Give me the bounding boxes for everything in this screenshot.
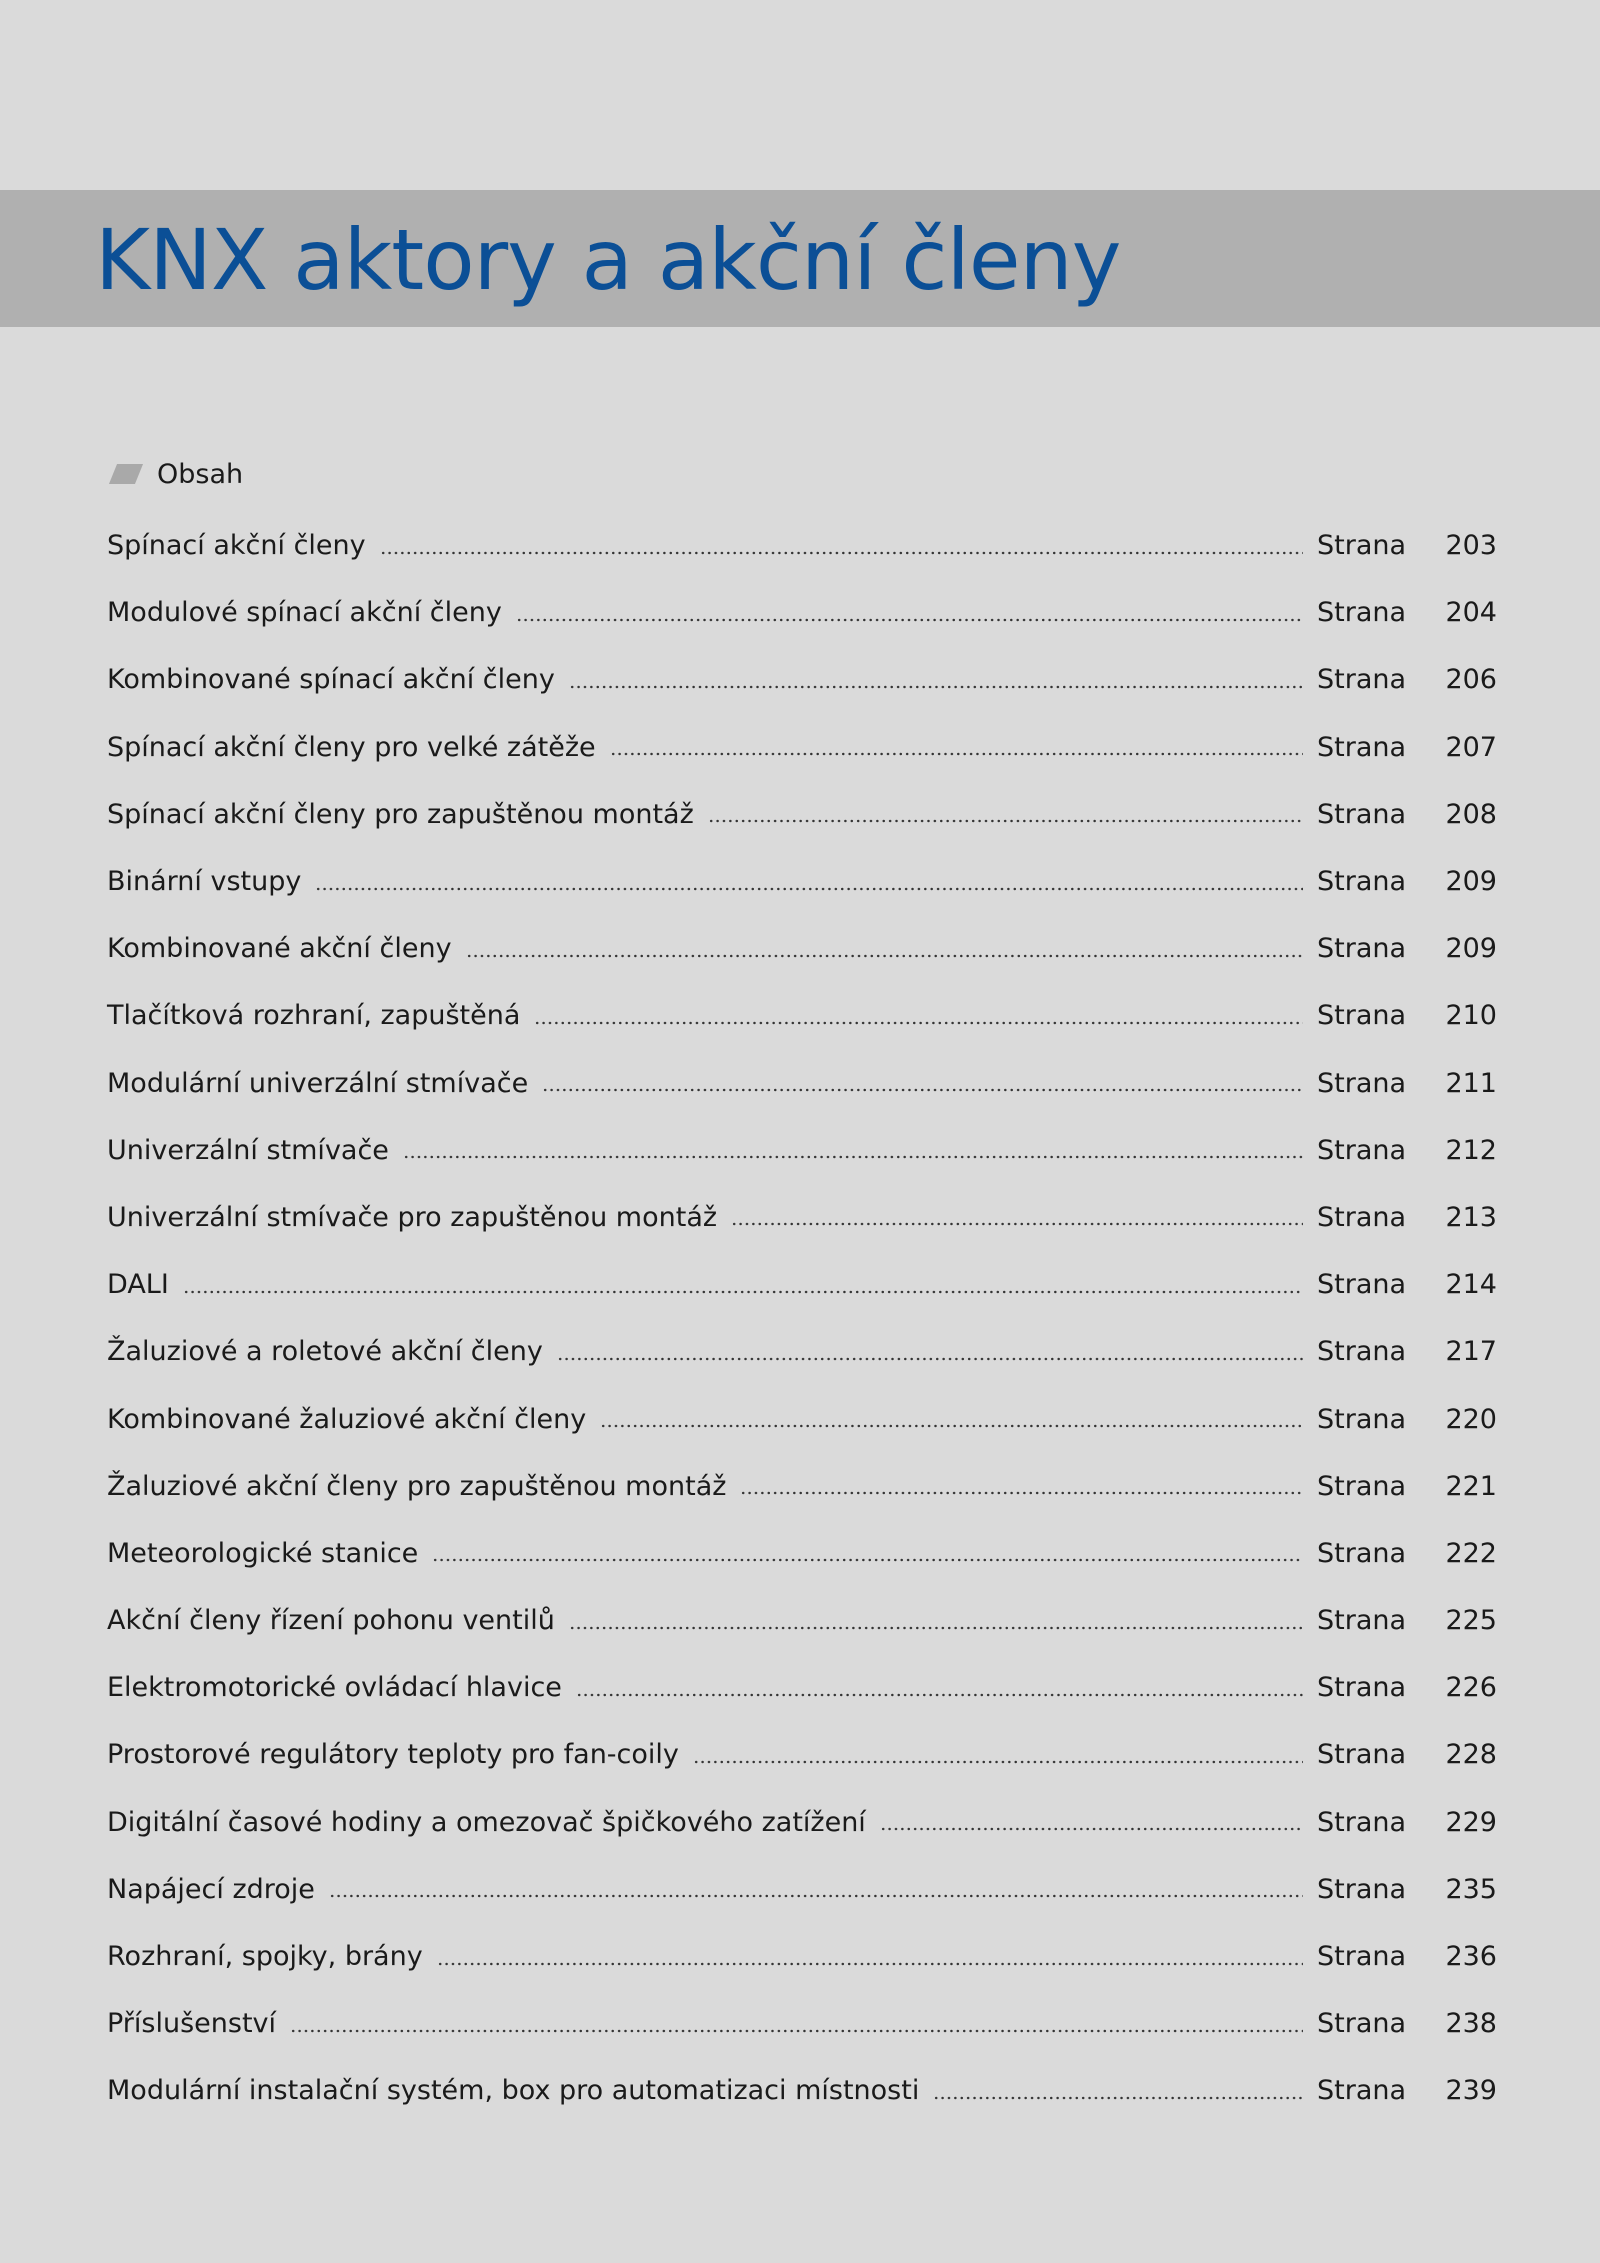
toc-entry[interactable] <box>107 1721 1497 1788</box>
dot-leader <box>576 1693 1303 1697</box>
toc-entry-page-number: 212 <box>1445 1134 1497 1166</box>
toc-entry-page-number: 238 <box>1445 2008 1497 2040</box>
dot-leader <box>933 2096 1303 2100</box>
toc-entry-page-label: Strana <box>1317 1201 1407 1233</box>
toc-entry-title: Rozhraní, spojky, brány <box>107 1941 423 1973</box>
toc-entry-title: Univerzální stmívače <box>107 1134 389 1166</box>
toc-entry-page-label: Strana <box>1317 866 1407 898</box>
toc-entry[interactable] <box>107 1117 1497 1184</box>
toc-entry-page-label: Strana <box>1317 2008 1407 2040</box>
toc-entry-page-number: 204 <box>1445 597 1497 629</box>
toc-entry-page-number: 209 <box>1445 933 1497 965</box>
toc-entry[interactable] <box>107 2057 1497 2124</box>
toc-entry-page-label: Strana <box>1317 530 1407 562</box>
toc-entry[interactable] <box>107 646 1497 713</box>
toc-entry-page-number: 213 <box>1445 1201 1497 1233</box>
toc-entry-page-label: Strana <box>1317 933 1407 965</box>
dot-leader <box>731 1222 1303 1226</box>
toc-entry-page-label: Strana <box>1317 664 1407 696</box>
dot-leader <box>610 752 1303 756</box>
toc-entry-page-number: 211 <box>1445 1067 1497 1099</box>
toc-entry-title: Tlačítková rozhraní, zapuštěná <box>107 1000 521 1032</box>
toc-entry[interactable] <box>107 982 1497 1049</box>
toc-entry[interactable] <box>107 1050 1497 1117</box>
toc-entry-page-label: Strana <box>1317 1537 1407 1569</box>
dot-leader <box>569 685 1303 689</box>
toc-entry[interactable] <box>107 1856 1497 1923</box>
table-of-contents <box>107 512 1497 2125</box>
toc-entry-title: Modulové spínací akční členy <box>107 597 502 629</box>
toc-entry-page-label: Strana <box>1317 1672 1407 1704</box>
section-marker-icon <box>109 464 143 484</box>
toc-entry-page-number: 208 <box>1445 798 1497 830</box>
toc-entry-title: Příslušenství <box>107 2008 277 2040</box>
toc-entry-page-number: 236 <box>1445 1941 1497 1973</box>
toc-entry-page-label: Strana <box>1317 1134 1407 1166</box>
dot-leader <box>740 1491 1303 1495</box>
toc-entry-title: DALI <box>107 1269 169 1301</box>
toc-entry-title: Meteorologické stanice <box>107 1537 419 1569</box>
toc-entry[interactable] <box>107 1385 1497 1452</box>
toc-entry-title: Kombinované akční členy <box>107 933 452 965</box>
toc-entry[interactable] <box>107 1453 1497 1520</box>
toc-entry-page-number: 221 <box>1445 1470 1497 1502</box>
dot-leader <box>534 1021 1303 1025</box>
toc-entry-page-number: 228 <box>1445 1739 1497 1771</box>
toc-entry-page-label: Strana <box>1317 2075 1407 2107</box>
toc-entry[interactable] <box>107 1990 1497 2057</box>
dot-leader <box>437 1962 1303 1966</box>
toc-entry-title: Napájecí zdroje <box>107 1873 315 1905</box>
toc-entry[interactable] <box>107 1923 1497 1990</box>
toc-entry[interactable] <box>107 1789 1497 1856</box>
toc-entry-page-label: Strana <box>1317 1470 1407 1502</box>
toc-entry-page-label: Strana <box>1317 1806 1407 1838</box>
toc-entry-title: Žaluziové a roletové akční členy <box>107 1336 543 1368</box>
toc-entry-page-number: 206 <box>1445 664 1497 696</box>
toc-entry-title: Binární vstupy <box>107 866 302 898</box>
toc-entry-page-number: 209 <box>1445 866 1497 898</box>
toc-entry[interactable] <box>107 915 1497 982</box>
toc-entry[interactable] <box>107 848 1497 915</box>
toc-entry-page-number: 207 <box>1445 731 1497 763</box>
page-title: KNX aktory a akční členy <box>95 211 1121 309</box>
toc-entry-page-number: 226 <box>1445 1672 1497 1704</box>
toc-entry-page-label: Strana <box>1317 798 1407 830</box>
dot-leader <box>600 1424 1303 1428</box>
toc-entry-title: Žaluziové akční členy pro zapuštěnou montáž <box>107 1470 727 1502</box>
toc-entry-title: Univerzální stmívače pro zapuštěnou montáž <box>107 1201 718 1233</box>
dot-leader <box>315 887 1303 891</box>
toc-entry-page-number: 239 <box>1445 2075 1497 2107</box>
dot-leader <box>708 819 1303 823</box>
toc-entry-page-label: Strana <box>1317 1941 1407 1973</box>
toc-entry-page-label: Strana <box>1317 1336 1407 1368</box>
dot-leader <box>693 1760 1303 1764</box>
toc-entry[interactable] <box>107 714 1497 781</box>
toc-entry-title: Digitální časové hodiny a omezovač špičkového zatížení <box>107 1806 866 1838</box>
toc-entry-title: Kombinované žaluziové akční členy <box>107 1403 587 1435</box>
toc-entry-page-label: Strana <box>1317 1067 1407 1099</box>
toc-entry-title: Spínací akční členy <box>107 530 366 562</box>
toc-entry-title: Modulární univerzální stmívače <box>107 1067 529 1099</box>
dot-leader <box>403 1155 1303 1159</box>
toc-entry-page-number: 235 <box>1445 1873 1497 1905</box>
toc-entry-page-number: 229 <box>1445 1806 1497 1838</box>
dot-leader <box>569 1626 1303 1630</box>
toc-entry-title: Modulární instalační systém, box pro automatizaci místnosti <box>107 2075 920 2107</box>
toc-entry-title: Spínací akční členy pro velké zátěže <box>107 731 596 763</box>
dot-leader <box>557 1357 1303 1361</box>
toc-entry-page-label: Strana <box>1317 1739 1407 1771</box>
contents-heading-label: Obsah <box>157 458 244 490</box>
toc-entry[interactable] <box>107 1587 1497 1654</box>
dot-leader <box>380 551 1303 555</box>
toc-entry-page-label: Strana <box>1317 1000 1407 1032</box>
toc-entry[interactable] <box>107 512 1497 579</box>
dot-leader <box>466 954 1303 958</box>
toc-entry-page-label: Strana <box>1317 597 1407 629</box>
toc-entry[interactable] <box>107 1654 1497 1721</box>
dot-leader <box>183 1290 1303 1294</box>
toc-entry-page-number: 220 <box>1445 1403 1497 1435</box>
toc-entry-page-number: 203 <box>1445 530 1497 562</box>
toc-entry[interactable] <box>107 781 1497 848</box>
dot-leader <box>880 1827 1303 1831</box>
dot-leader <box>329 1894 1303 1898</box>
toc-entry[interactable] <box>107 1520 1497 1587</box>
toc-entry-page-label: Strana <box>1317 731 1407 763</box>
dot-leader <box>516 618 1303 622</box>
toc-entry-page-number: 214 <box>1445 1269 1497 1301</box>
toc-entry-title: Kombinované spínací akční členy <box>107 664 555 696</box>
dot-leader <box>290 2029 1303 2033</box>
toc-entry-page-number: 217 <box>1445 1336 1497 1368</box>
toc-entry-page-label: Strana <box>1317 1605 1407 1637</box>
contents-heading <box>107 452 243 496</box>
toc-entry-page-label: Strana <box>1317 1403 1407 1435</box>
dot-leader <box>542 1088 1303 1092</box>
toc-entry[interactable] <box>107 1251 1497 1318</box>
toc-entry-page-label: Strana <box>1317 1873 1407 1905</box>
toc-entry-title: Spínací akční členy pro zapuštěnou montáž <box>107 798 694 830</box>
toc-entry-title: Akční členy řízení pohonu ventilů <box>107 1605 555 1637</box>
dot-leader <box>432 1558 1303 1562</box>
toc-entry-page-number: 222 <box>1445 1537 1497 1569</box>
toc-entry-page-number: 225 <box>1445 1605 1497 1637</box>
toc-entry[interactable] <box>107 1318 1497 1385</box>
toc-entry-page-label: Strana <box>1317 1269 1407 1301</box>
toc-entry-title: Prostorové regulátory teploty pro fan-coily <box>107 1739 679 1771</box>
toc-entry[interactable] <box>107 579 1497 646</box>
toc-entry-page-number: 210 <box>1445 1000 1497 1032</box>
toc-entry[interactable] <box>107 1184 1497 1251</box>
toc-entry-title: Elektromotorické ovládací hlavice <box>107 1672 562 1704</box>
